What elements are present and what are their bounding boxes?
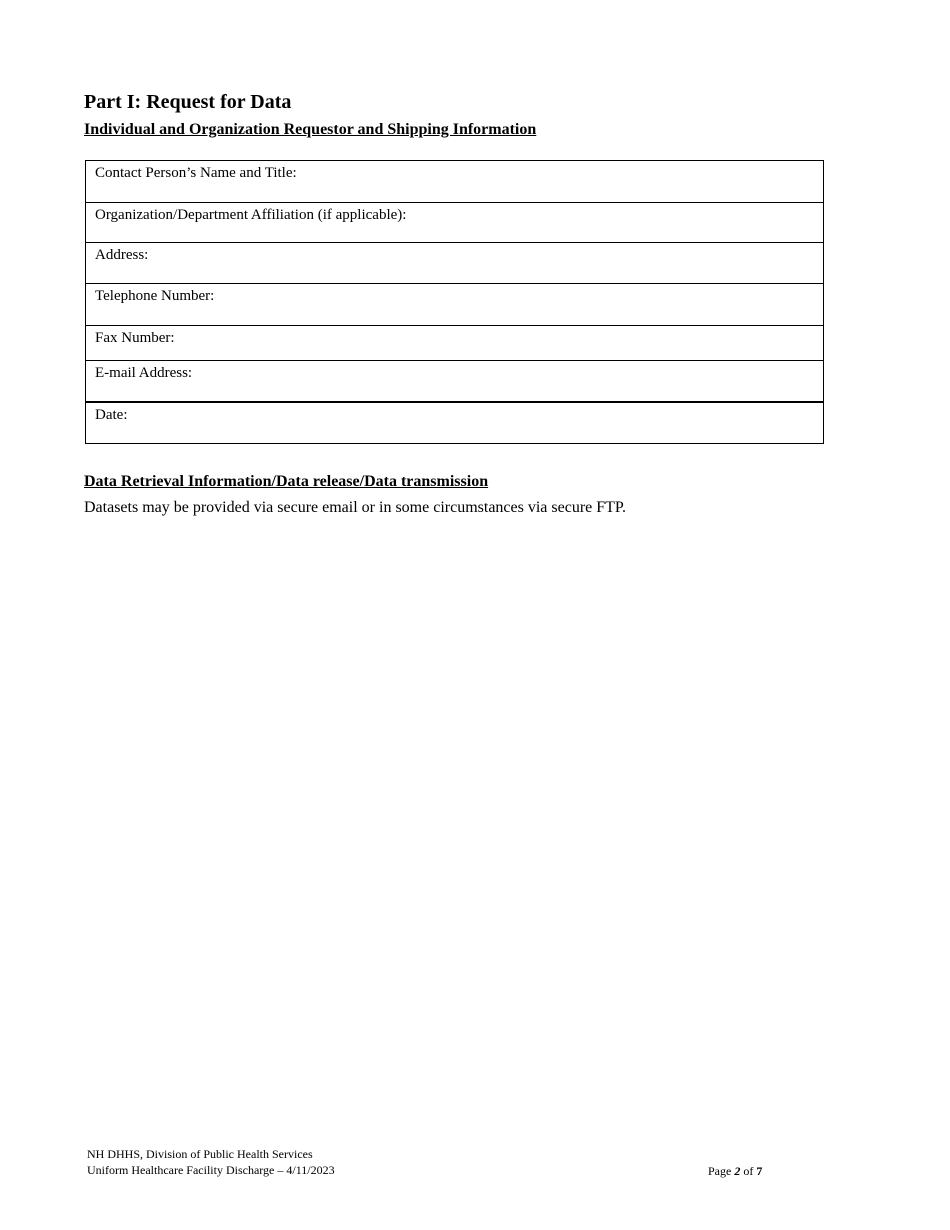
footer-line-organization: NH DHHS, Division of Public Health Services — [87, 1147, 313, 1161]
fax-field[interactable] — [86, 326, 823, 361]
address-field[interactable] — [86, 243, 823, 284]
telephone-label: Telephone Number: — [95, 288, 215, 304]
part-title: Part I: Request for Data — [84, 91, 292, 113]
data-retrieval-text: Datasets may be provided via secure email or in some circumstances via secure FTP. — [84, 499, 627, 516]
email-field[interactable] — [86, 361, 823, 403]
email-label: E-mail Address: — [95, 365, 193, 381]
footer-line-document: Uniform Healthcare Facility Discharge – 4/11/2023 — [87, 1163, 335, 1177]
page-prefix: Page — [708, 1164, 732, 1178]
fax-label: Fax Number: — [95, 330, 175, 346]
page-of: of — [743, 1164, 754, 1178]
date-label: Date: — [95, 407, 128, 423]
contact-name-label: Contact Person’s Name and Title: — [95, 165, 297, 181]
organization-field[interactable] — [86, 203, 823, 243]
organization-label: Organization/Department Affiliation (if applicable): — [95, 207, 407, 223]
date-field[interactable] — [86, 403, 823, 443]
address-label: Address: — [95, 247, 149, 263]
section-heading-data-retrieval: Data Retrieval Information/Data release/Data transmission — [84, 473, 489, 490]
requestor-info-table — [85, 160, 824, 444]
page-total: 7 — [756, 1164, 763, 1178]
page-current: 2 — [734, 1164, 741, 1178]
footer — [87, 1146, 335, 1178]
page-number — [708, 1163, 762, 1179]
section-heading-requestor: Individual and Organization Requestor and Shipping Information — [84, 121, 537, 138]
telephone-field[interactable] — [86, 284, 823, 326]
contact-name-field[interactable] — [86, 161, 823, 203]
